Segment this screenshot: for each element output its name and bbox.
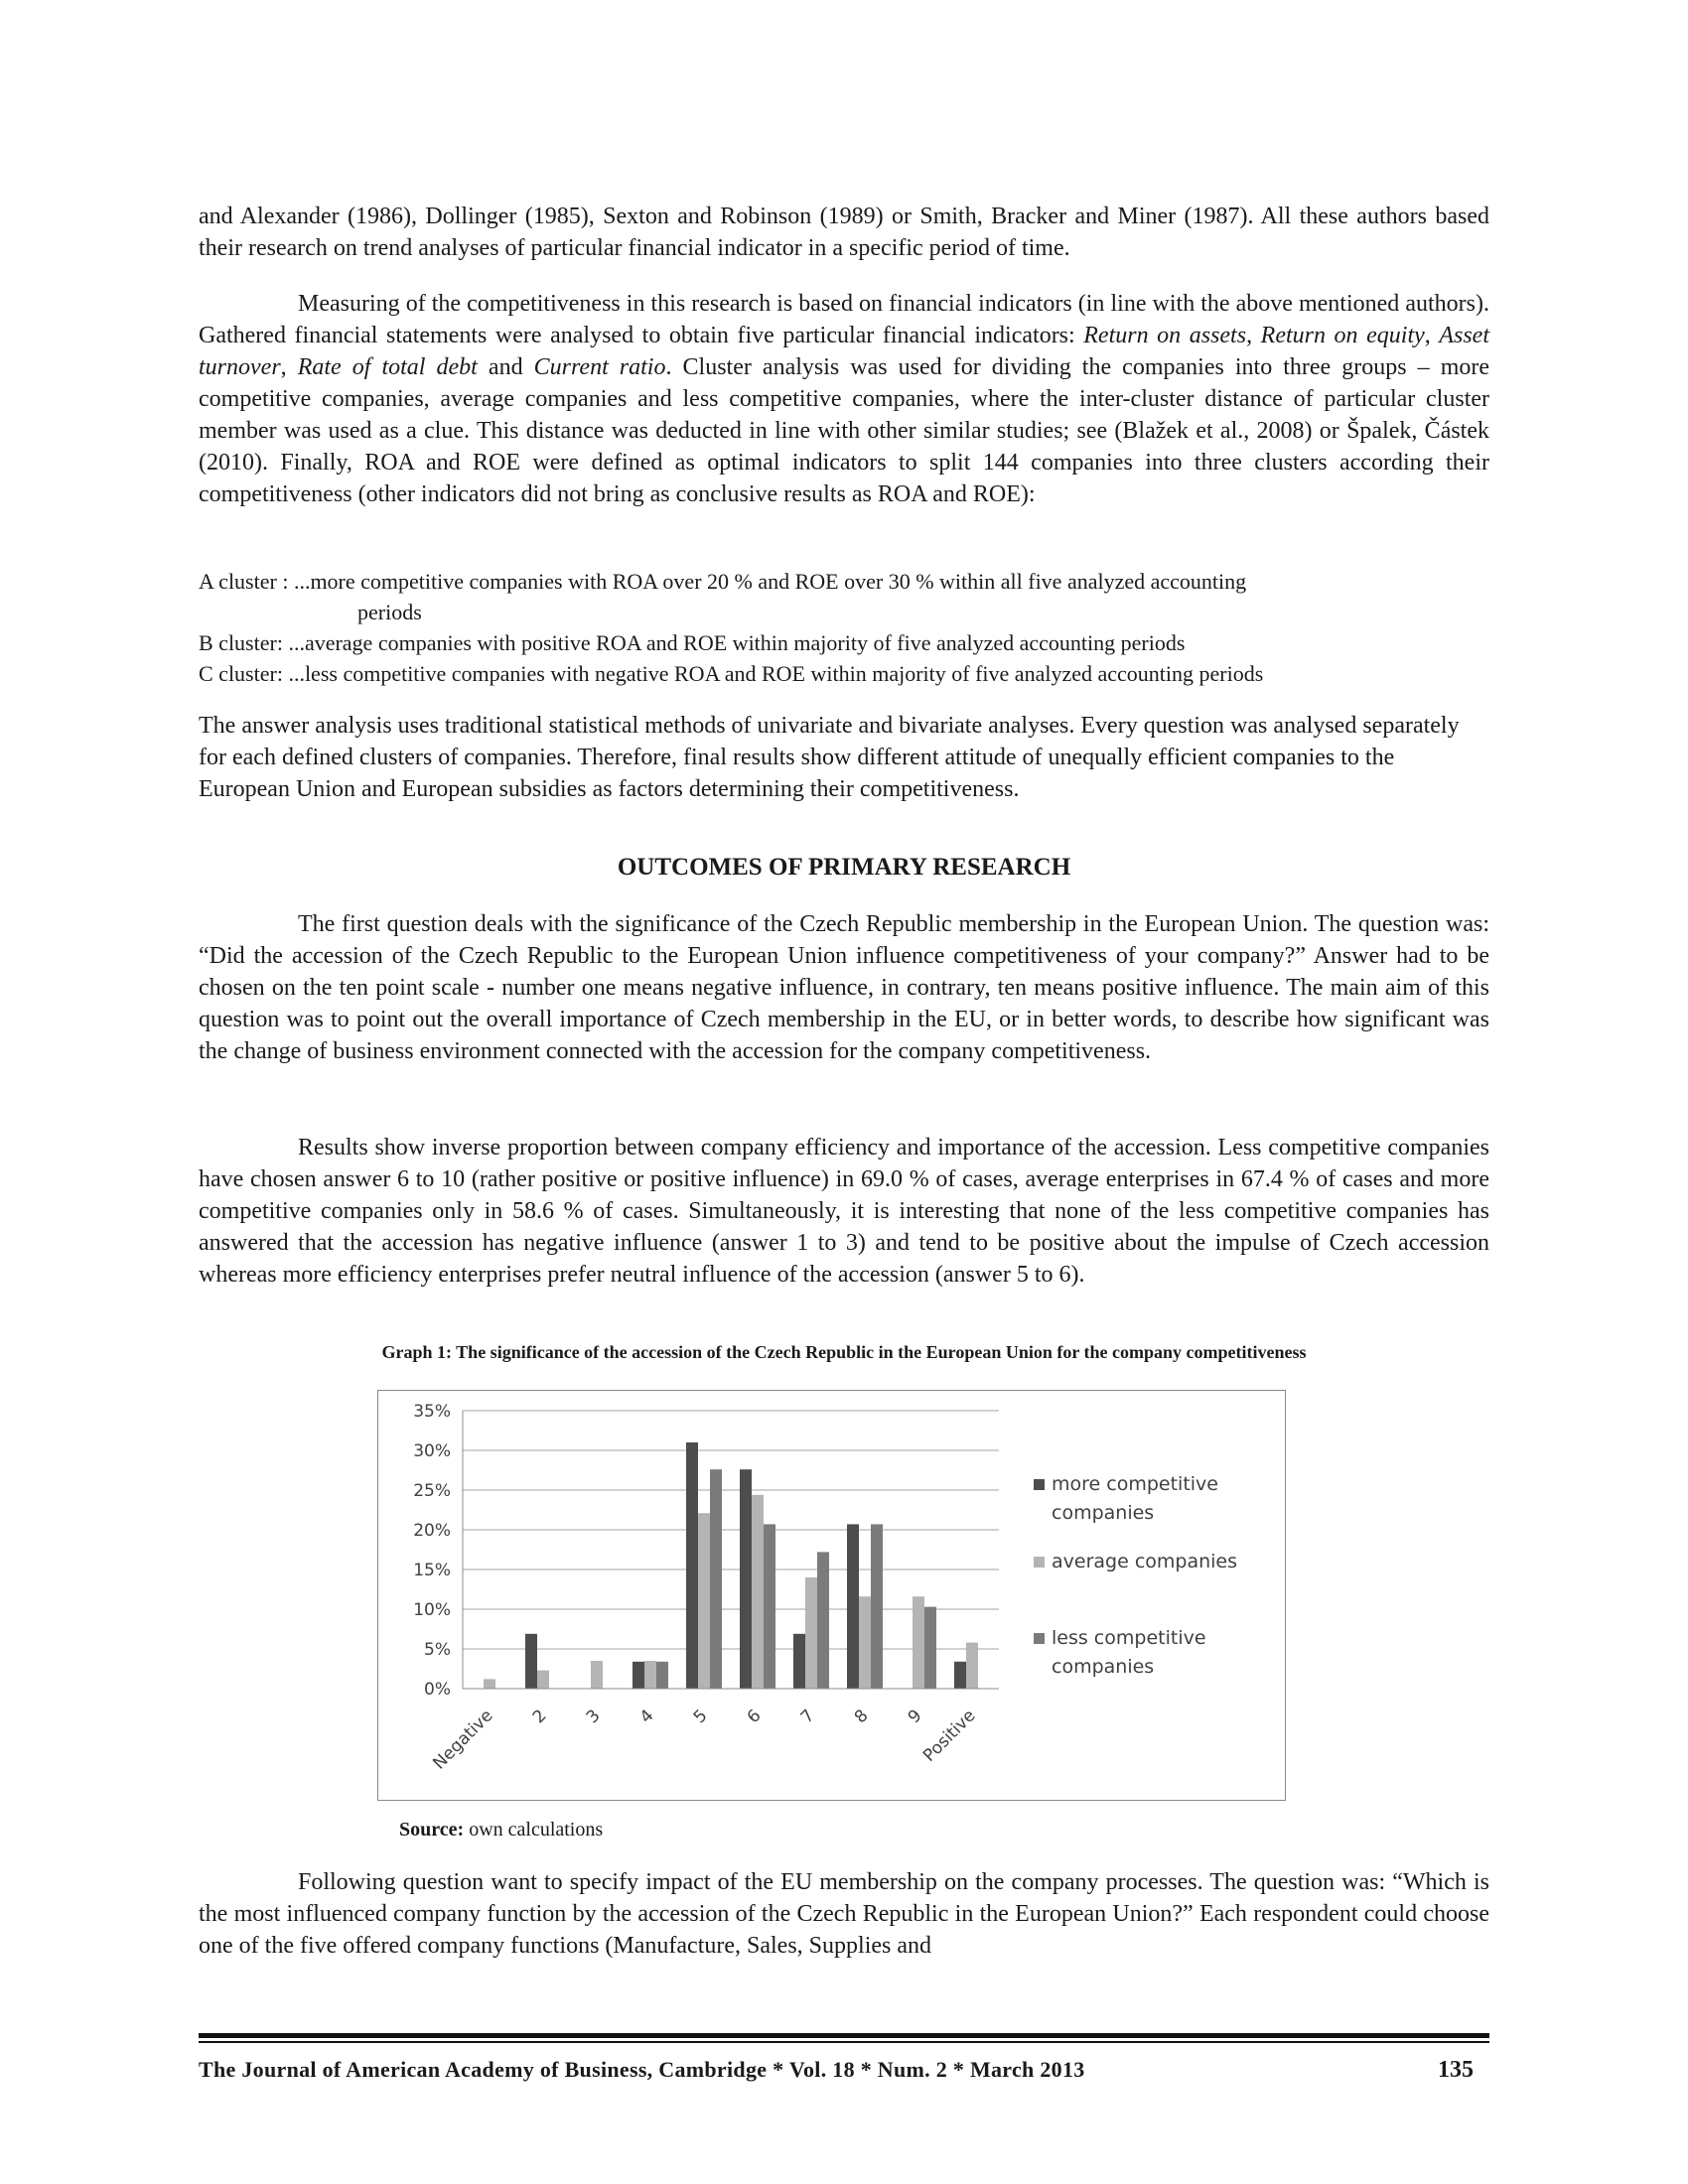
bar: [710, 1469, 722, 1689]
legend-label: average companies: [1052, 1551, 1238, 1572]
x-tick-label: 5: [689, 1706, 712, 1728]
bar: [924, 1607, 936, 1689]
chart-frame: [377, 1390, 1286, 1801]
p2-and: and: [477, 354, 534, 380]
source-label: Source:: [399, 1819, 465, 1841]
p2-text-a: Measuring of the competitiveness in this research is based on financial indicators (in line with the above mentioned authors). Gathered financial statements were analysed to obtain five particular financial indicators:: [199, 291, 1489, 348]
y-tick-label: 30%: [413, 1441, 451, 1461]
chart-y-ticks: [413, 1402, 451, 1700]
bar: [644, 1661, 656, 1689]
cluster-a-text: ...more competitive companies with ROA over 20 % and ROE over 30 % within all five analyzed accounting: [293, 569, 1247, 594]
y-tick-label: 10%: [413, 1600, 451, 1620]
bar: [525, 1634, 537, 1689]
bar: [805, 1577, 817, 1689]
bar: [859, 1596, 871, 1689]
cluster-list: [199, 566, 1489, 689]
bar: [871, 1524, 883, 1689]
bar: [966, 1643, 978, 1689]
y-tick-label: 5%: [424, 1640, 451, 1660]
bar: [764, 1524, 775, 1689]
bar: [847, 1524, 859, 1689]
footer-rule-thick: [199, 2033, 1489, 2038]
x-tick-label: 3: [582, 1706, 605, 1728]
x-tick-label: Negative: [429, 1706, 497, 1774]
paragraph-6: Following question want to specify impact of the EU membership on the company processes. The question was: “Which is the most influenced company function by the accession of the Czech Republic in the European Union?” Each respondent could choose one of the five offered company functions (Manufacture, Sales, Supplies and: [199, 1869, 1489, 1959]
legend-label: less competitive: [1052, 1627, 1206, 1649]
x-tick-label: 9: [904, 1706, 926, 1728]
bar: [537, 1671, 549, 1689]
legend-swatch: [1034, 1633, 1045, 1644]
cluster-b-text: ...average companies with positive ROA and ROE within majority of five analyzed accounting periods: [288, 630, 1186, 655]
footer-rule-thin: [199, 2041, 1489, 2043]
bar: [686, 1442, 698, 1689]
cluster-c-key: C cluster:: [199, 661, 289, 686]
bar: [633, 1662, 644, 1689]
legend-label: companies: [1052, 1656, 1155, 1678]
bar-chart: [378, 1391, 1285, 1800]
paragraph-1: and Alexander (1986), Dollinger (1985), Sexton and Robinson (1989) or Smith, Bracker and Miner (1987). All these authors based their research on trend analyses of particular financial indicator in a specific period of time.: [199, 204, 1489, 261]
graph-title: Graph 1: The significance of the accession of the Czech Republic in the European Union for the company competitiveness: [381, 1342, 1307, 1362]
bar: [752, 1495, 764, 1689]
p2-sep-1: ,: [1246, 323, 1261, 348]
x-tick-label: 4: [635, 1706, 658, 1728]
bar: [793, 1634, 805, 1689]
bar: [954, 1662, 966, 1689]
source-text: own calculations: [464, 1819, 604, 1841]
bar: [484, 1679, 495, 1689]
section-heading: OUTCOMES OF PRIMARY RESEARCH: [617, 854, 1071, 881]
chart-x-ticks: [429, 1706, 979, 1773]
paragraph-3: The answer analysis uses traditional statistical methods of univariate and bivariate analyses. Every question was analysed separately for each defined clusters of companies. Therefore, final results show different attitude of unequally efficient companies to the European Union and European subsidies as factors determining their competitiveness.: [199, 713, 1460, 802]
legend-swatch: [1034, 1479, 1045, 1490]
cluster-c-text: ...less competitive companies with negative ROA and ROE within majority of five analyzed accounting periods: [288, 661, 1264, 686]
p2-sep-2: ,: [1424, 323, 1440, 348]
p2-sep-3: ,: [280, 354, 298, 380]
paragraph-5: Results show inverse proportion between company efficiency and importance of the accession. Less competitive companies have chosen answer 6 to 10 (rather positive or positive influence) in 69.0 % of cases, average enterprises in 67.4 % of cases and more competitive companies only in 58.6 % of cases. Simultaneously, it is interesting that none of the less competitive companies has answered that the accession has negative influence (answer 1 to 3) and tend to be positive about the impulse of Czech accession whereas more efficiency enterprises prefer neutral influence of the accession (answer 5 to 6).: [199, 1135, 1489, 1288]
term-rate-of-total-debt: Rate of total debt: [297, 354, 478, 380]
bar: [698, 1513, 710, 1689]
term-return-on-assets: Return on assets: [1083, 323, 1247, 348]
cluster-b: [199, 627, 1489, 658]
cluster-a: [199, 566, 1489, 597]
chart-bars: [484, 1442, 978, 1689]
cluster-a-continuation: periods: [357, 600, 422, 624]
bar: [740, 1469, 752, 1689]
paragraph-4: The first question deals with the significance of the Czech Republic membership in the European Union. The question was: “Did the accession of the Czech Republic to the European Union influence competitiveness of your company?” Answer had to be chosen on the ten point scale - number one means negative influence, in contrary, ten means positive influence. The main aim of this question was to point out the overall importance of Czech membership in the EU, or in better words, to describe how significant was the change of business environment connected with the accession for the company competitiveness.: [199, 911, 1489, 1064]
y-tick-label: 25%: [413, 1481, 451, 1501]
term-current-ratio: Current ratio: [533, 354, 666, 380]
chart-legend: [1034, 1473, 1237, 1678]
bar: [913, 1596, 924, 1689]
y-tick-label: 15%: [413, 1561, 451, 1580]
bar: [656, 1662, 668, 1689]
bar: [817, 1552, 829, 1689]
y-tick-label: 0%: [424, 1680, 451, 1700]
cluster-a-key: A cluster :: [199, 569, 294, 594]
p2-text-b: . Cluster analysis was used for dividing the companies into three groups – more competitive companies, average companies and less competitive companies, where the inter-cluster distance of particular cluster member was used as a clue. This distance was deducted in line with other similar studies; see (Blažek et al., 2008) or Špalek, Částek (2010). Finally, ROA and ROE were defined as optimal indicators to split 144 companies into three clusters according their competitiveness (other indicators did not bring as conclusive results as ROA and ROE):: [199, 354, 1490, 507]
legend-label: companies: [1052, 1502, 1155, 1524]
x-tick-label: 7: [796, 1706, 819, 1728]
x-tick-label: 2: [528, 1706, 551, 1728]
cluster-c: [199, 658, 1489, 689]
x-tick-label: Positive: [919, 1706, 980, 1766]
x-tick-label: 8: [850, 1706, 873, 1728]
legend-swatch: [1034, 1557, 1045, 1568]
y-tick-label: 35%: [413, 1402, 451, 1422]
x-tick-label: 6: [743, 1706, 766, 1728]
legend-label: more competitive: [1052, 1473, 1218, 1495]
bar: [591, 1661, 603, 1689]
term-return-on-equity: Return on equity: [1260, 323, 1425, 348]
term-asset-turnover: Asset turnover: [199, 323, 1490, 380]
page-number: 135: [1438, 2057, 1474, 2083]
y-tick-label: 20%: [413, 1521, 451, 1541]
footer-journal: The Journal of American Academy of Business, Cambridge * Vol. 18 * Num. 2 * March 2013: [199, 2057, 1085, 2082]
chart-source: [399, 1819, 603, 1842]
paragraph-2: [199, 288, 1489, 510]
cluster-b-key: B cluster:: [199, 630, 289, 655]
